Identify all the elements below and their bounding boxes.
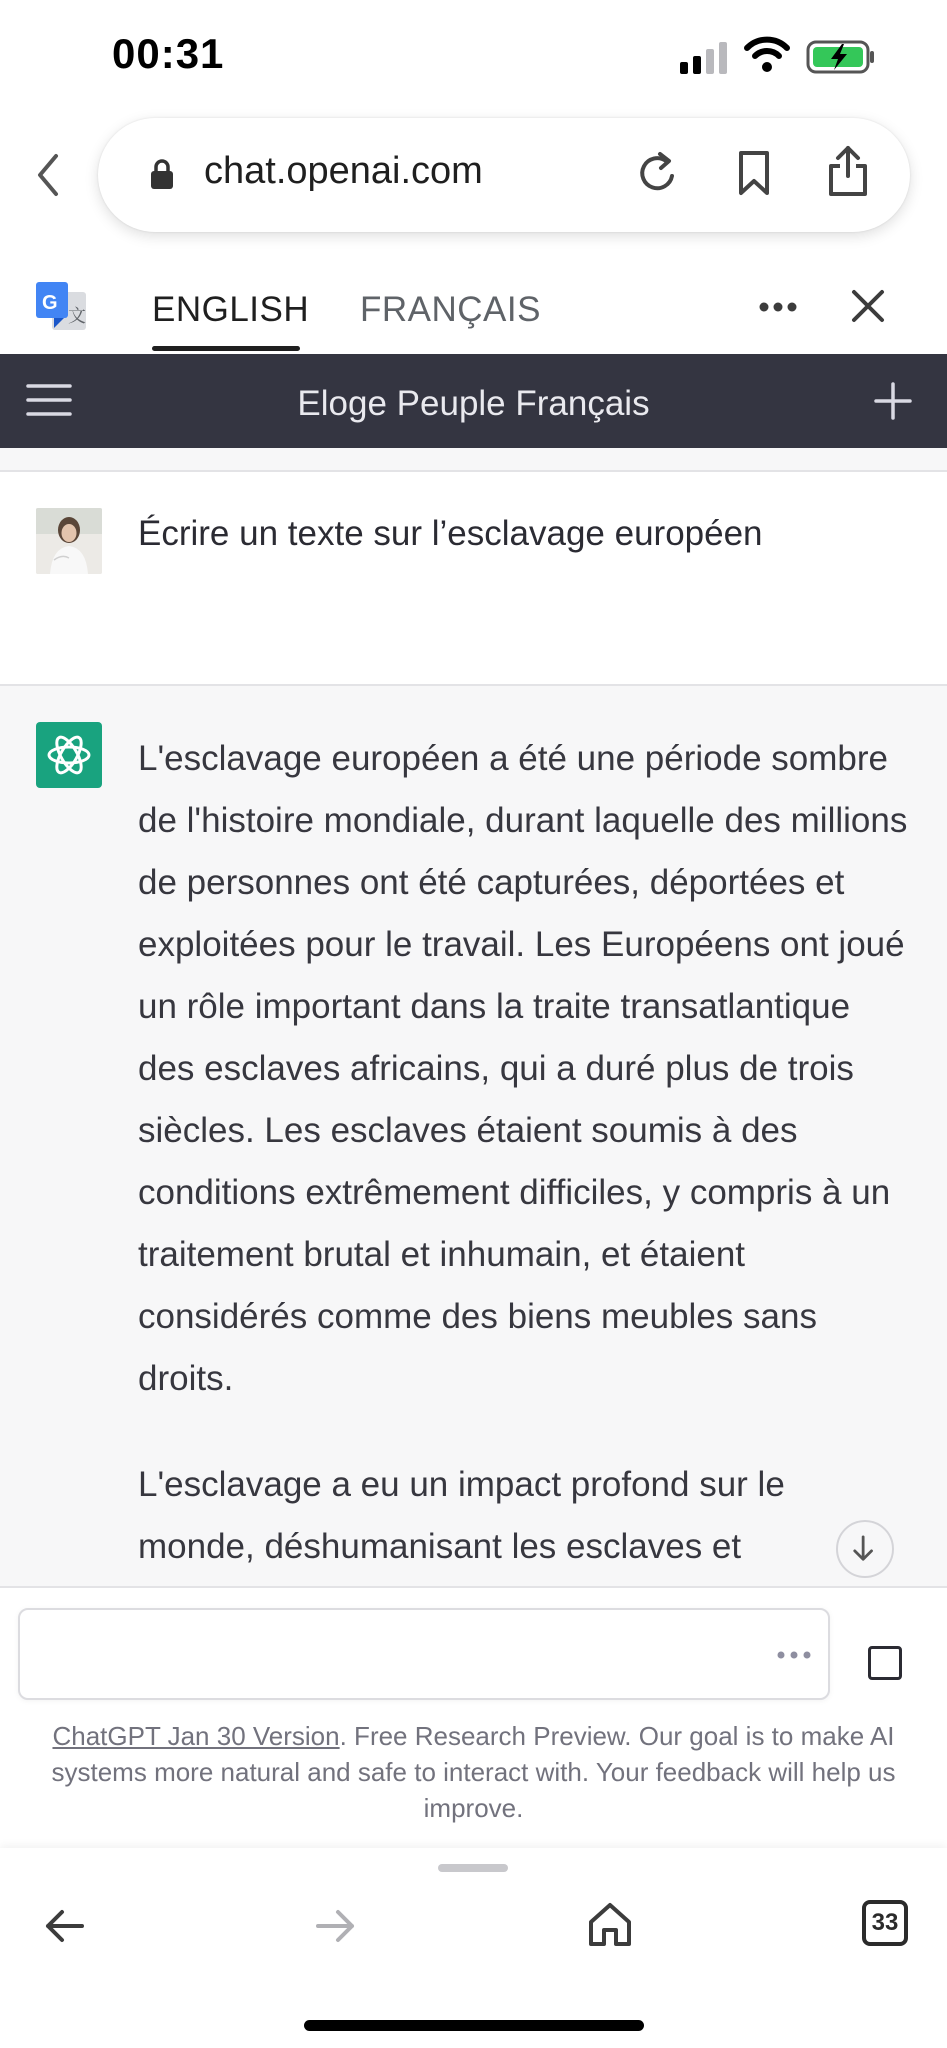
assistant-paragraph: L'esclavage européen a été une période sombre de l'histoire mondiale, durant laquelle des millions de personnes ont été capturées, déportées et exploitées pour le travail. Les Européens ont joué un rôle important dans la traite transatlantique des esclaves africains, qui a duré plus de trois siècles. Les esclaves étaient soumis à des conditions extrêmement difficiles, y compris à un traitement brutal et inhumain, et étaient considérés comme des biens meubles sans droits.	[138, 739, 908, 1398]
svg-text:G: G	[42, 292, 58, 314]
home-indicator	[304, 2020, 644, 2031]
chatgpt-avatar	[36, 722, 102, 788]
chat-header	[0, 354, 947, 448]
wifi-icon	[744, 36, 790, 72]
version-link[interactable]: ChatGPT Jan 30 Version	[52, 1721, 340, 1751]
assistant-message-text	[138, 728, 908, 1586]
forward-arrow-icon[interactable]	[314, 1904, 358, 1948]
openai-logo-icon	[36, 722, 102, 788]
composer-area	[0, 1586, 947, 1848]
message-input[interactable]	[18, 1608, 830, 1700]
share-icon[interactable]	[826, 144, 870, 198]
disclaimer-text: . Free Research Preview. Our goal is to make AI systems more natural and safe to interact with. Your feedback will help us improve.	[51, 1721, 896, 1823]
conversation-title: Eloge Peuple Français	[297, 384, 650, 423]
drag-handle[interactable]	[438, 1864, 508, 1872]
assistant-paragraph: L'esclavage a eu un impact profond sur le monde, déshumanisant les esclaves et	[138, 1465, 785, 1566]
battery-charging-icon	[806, 40, 876, 74]
tabs-count-button[interactable]: 33	[862, 1900, 908, 1946]
active-tab-indicator	[152, 346, 300, 351]
more-options-icon[interactable]	[758, 300, 798, 314]
bookmark-icon[interactable]	[734, 150, 774, 196]
address-bar[interactable]	[98, 118, 910, 232]
browser-toolbar	[0, 1848, 947, 2048]
user-photo-icon	[36, 508, 102, 574]
back-arrow-icon[interactable]	[42, 1904, 86, 1948]
translate-bar	[0, 260, 947, 354]
new-chat-icon[interactable]	[874, 382, 912, 420]
cellular-signal-icon	[680, 42, 732, 74]
status-time: 00:31	[112, 30, 225, 77]
browser-back-chevron-icon[interactable]	[30, 150, 66, 200]
stop-generating-button[interactable]	[868, 1646, 902, 1680]
assistant-message-row	[0, 686, 947, 1586]
disclaimer	[20, 1718, 927, 1826]
lock-icon	[150, 158, 174, 190]
user-message-text: Écrire un texte sur l’esclavage européen	[138, 514, 763, 553]
divider	[0, 448, 947, 472]
reload-icon[interactable]	[636, 150, 680, 196]
svg-text:文: 文	[68, 306, 86, 327]
loading-dots-icon	[776, 1650, 812, 1660]
url-text[interactable]: chat.openai.com	[204, 150, 483, 192]
tab-french[interactable]: FRANÇAIS	[360, 290, 541, 329]
close-icon[interactable]	[850, 288, 886, 324]
user-message-row	[0, 472, 947, 686]
avatar	[36, 508, 102, 574]
home-icon[interactable]	[586, 1900, 634, 1948]
arrow-down-icon	[838, 1522, 892, 1576]
browser-url-area	[0, 110, 947, 260]
scroll-to-bottom-button[interactable]	[836, 1520, 894, 1578]
google-translate-icon[interactable]	[36, 282, 88, 334]
status-bar	[0, 0, 947, 110]
tab-english[interactable]: ENGLISH	[152, 290, 310, 329]
